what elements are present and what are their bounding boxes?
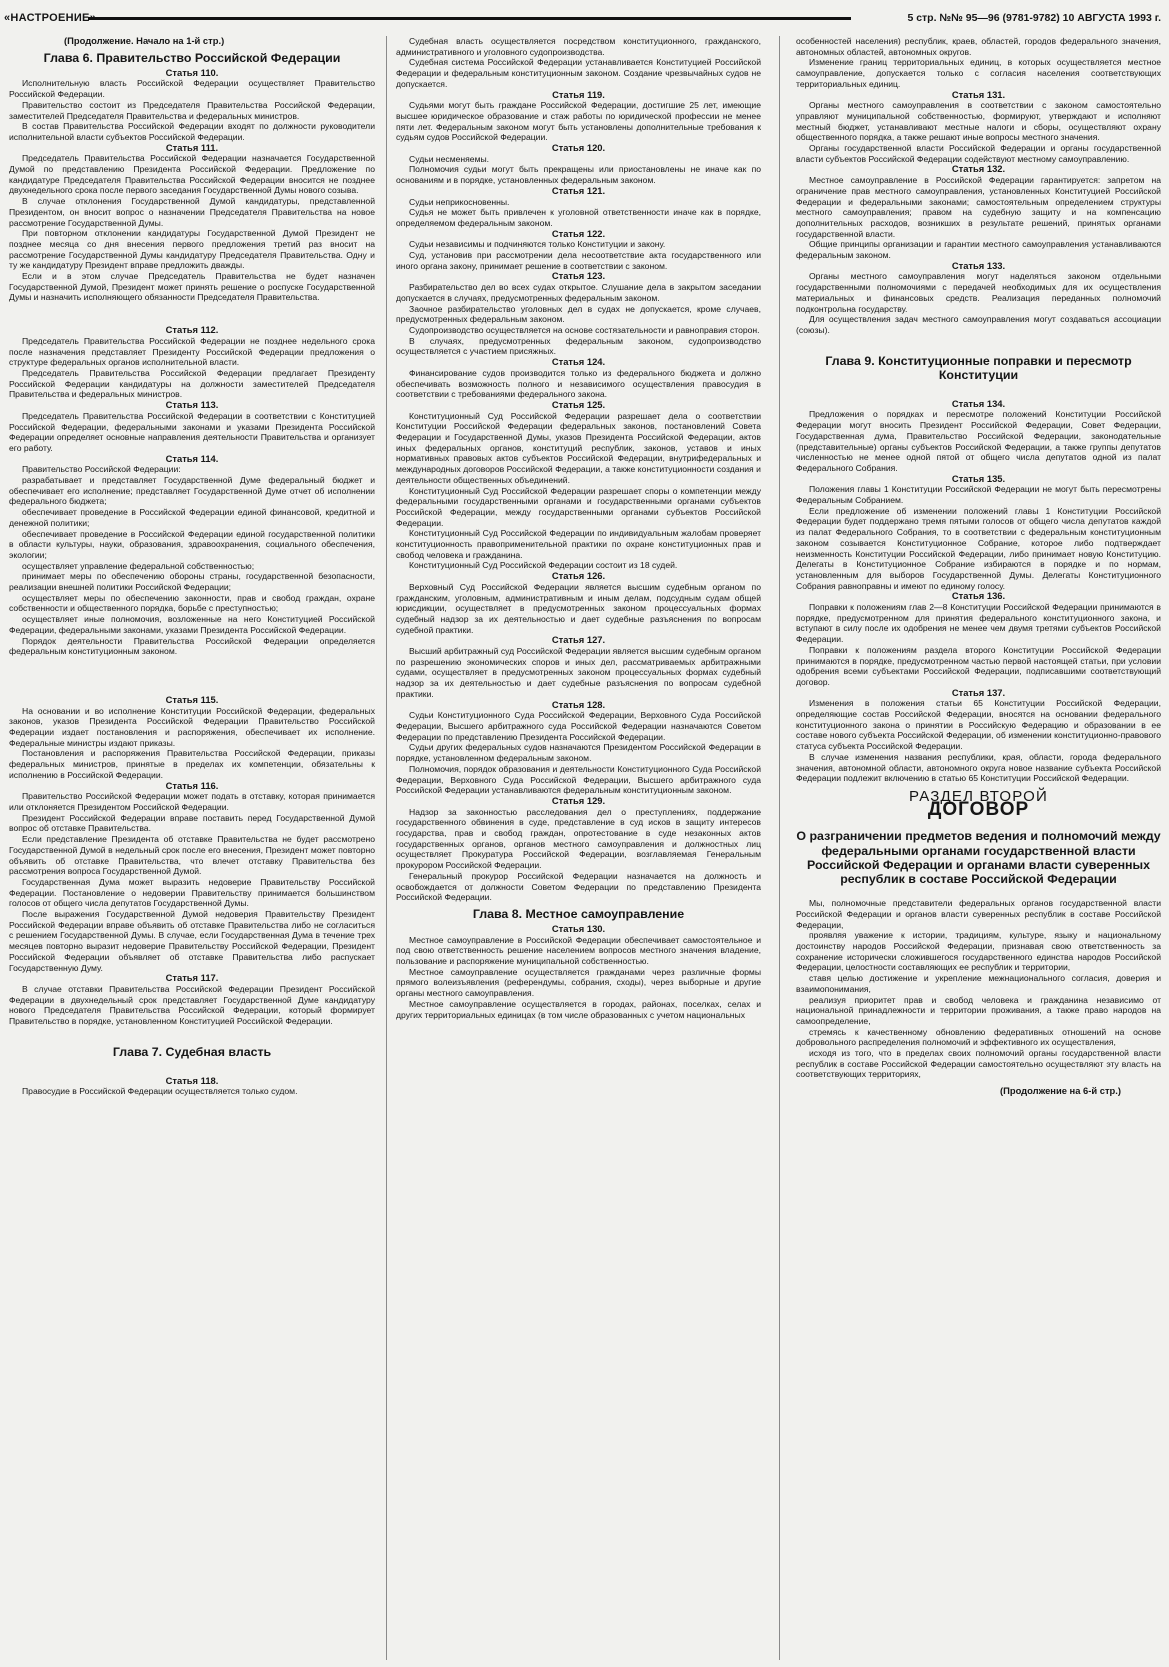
column-divider bbox=[386, 36, 387, 1660]
paragraph: Судья не может быть привлечен к уголовной ответственности иначе как в порядке, определяемом федеральным законом. bbox=[396, 207, 761, 228]
article-heading: Статья 116. bbox=[165, 779, 219, 791]
paragraph: Органы государственной власти Российской Федерации и органы государственной власти субъектов Российской Федерации содействуют местному самоуправлению. bbox=[796, 143, 1161, 164]
article-heading: Статья 112. bbox=[165, 324, 219, 336]
paragraph: В состав Правительства Российской Федерации входят по должности руководители исполнительной власти субъектов Российской Федерации. bbox=[9, 121, 375, 142]
header-rule bbox=[88, 17, 851, 20]
article-heading: Статья 122. bbox=[551, 227, 606, 239]
paragraph: В случае отставки Правительства Российской Федерации Президент Российской Федерации в двухнедельный срок представляет Государственной Думе кандидатуру нового Председателя Правительства Российской Федерации, который формирует Правительство в порядке, установленном Конституцией Российской Федерации. bbox=[9, 983, 375, 1027]
paragraph: Судопроизводство осуществляется на основе состязательности и равноправия сторон. bbox=[409, 324, 760, 335]
paragraph: Если предложение об изменении положений главы 1 Конституции Российской Федерации будет поддержано тремя пятыми голосов от общего числа депутатов каждой из палат Федерального Собрания, то в соответствии с федеральным конституционным законом созывается Конституционное Собрание, которое либо подтверждает неизменность Конституции Российской Федерации, либо принимает новую Конституцию. Делегаты в Конституционное Собрание избираются в порядке и по нормам, установленным для выборов Государственной Думы. Делегаты Конституционного Собрания равноправны и имеют по единому голосу. bbox=[796, 505, 1161, 591]
article-heading: Статья 113. bbox=[165, 399, 219, 411]
paragraph: Правительство Российской Федерации: bbox=[22, 464, 181, 475]
paragraph: Местное самоуправление осуществляется гражданами через различные формы прямого волеизъявления (референдумы, собрания, сходы), через выборные и другие органы местного самоуправления. bbox=[396, 966, 761, 999]
chapter-heading: Глава 7. Судебная власть bbox=[112, 1044, 272, 1059]
article-heading: Статья 124. bbox=[551, 356, 606, 368]
article-heading: Статья 118. bbox=[165, 1074, 219, 1086]
paragraph: стремясь к качественному обновлению федеративных отношений на основе добровольного распределения полномочий и эффективного их осуществления, bbox=[796, 1026, 1161, 1048]
article-heading: Статья 120. bbox=[551, 142, 606, 154]
paragraph: Судьи других федеральных судов назначаются Президентом Российской Федерации в порядке, установленном федеральным законом. bbox=[396, 742, 761, 764]
section-heading: РАЗДЕЛ ВТОРОЙ bbox=[909, 788, 1048, 805]
paragraph: Предложения о порядках и пересмотре положений Конституции Российской Федерации могут вносить Президент Российской Федерации, Совет Федерации, Государственная дума, Правительство Российской Федерации, законодательные (представительные) органы субъектов Российской Федерации, а также группы депутатов численностью не менее одной пятой от общего числа депутатов одной из палат Федерального Собрания. bbox=[796, 409, 1161, 473]
article-heading: Статья 136. bbox=[951, 590, 1006, 602]
paragraph: Общие принципы организации и гарантии местного самоуправления устанавливаются федеральным законом. bbox=[796, 239, 1161, 261]
paragraph: Судьи Конституционного Суда Российской Федерации, Верховного Суда Российской Федерации, Высшего арбитражного суда Российской Федерации назначаются Советом Федерации по представлению Президента Российской Федерации. bbox=[396, 710, 761, 742]
paragraph: При повторном отклонении кандидатуры Государственной Думой Президент не позднее месяца со дня внесения первого предложения третий раз вносит на рассмотрение Государственной Думы кандидатуру Председателя Правительства. Одну и ту же кандидатуру Президент вправе предложить дважды. bbox=[9, 228, 375, 271]
paragraph: обеспечивает проведение в Российской Федерации единой государственной политики в области культуры, науки, образования, здравоохранения, социального обеспечения, экологии; bbox=[9, 528, 375, 560]
paragraph: Председатель Правительства Российской Федерации назначается Государственной Думой по представлению Президента Российской Федерации. Предложение по кандидатуре Председателя Правительства Российской Федерации вносится не позднее двухнедельного срока после первого заседания Государственной Думы нового созыва. bbox=[9, 153, 375, 196]
article-heading: Статья 111. bbox=[165, 141, 219, 153]
paragraph: Председатель Правительства Российской Федерации в соответствии с Конституцией Российской Федерации, федеральными законами и указами Президента Российской Федерации определяет основные направления деятельности Правительства и организует его работу. bbox=[9, 410, 375, 453]
paragraph: Судьи несменяемы. bbox=[409, 153, 490, 164]
paragraph: Финансирование судов производится только из федерального бюджета и должно обеспечивать возможность полного и независимого осуществления правосудия в соответствии с требованиями федерального закона. bbox=[396, 367, 761, 400]
paragraph: Исполнительную власть Российской Федерации осуществляет Правительство Российской Федерации. bbox=[9, 78, 375, 100]
continued-next-note: (Продолжение на 6-й стр.) bbox=[999, 1085, 1121, 1097]
paragraph: Изменения в положения статьи 65 Конституции Российской Федерации, определяющие состав Российской Федерации, вносятся на основании федерального конституционного закона о принятии в Российскую Федерацию и образовании в ее составе нового субъекта Российской Федерации, об изменении конституционно-правового статуса субъекта Российской Федерации. bbox=[796, 698, 1161, 752]
article-heading: Статья 127. bbox=[551, 634, 606, 646]
paragraph: Правосудие в Российской Федерации осуществляется только судом. bbox=[22, 1086, 298, 1097]
paragraph: Если и в этом случае Председатель Правительства не будет назначен Государственной Думой, Президент может принять решение о роспуске Государственной Думы и назначить исполняющего обязанности Председателя Правительства. bbox=[9, 271, 375, 303]
paragraph: Конституционный Суд Российской Федерации разрешает дела о соответствии Конституции Российской Федерации федеральных законов, постановлений Совета Федерации и Государственной Думы, указов Президента Российской Федерации, актов иных федеральных органов, конституций республик, законов, уставов и иных нормативных правовых актов субъектов Российской Федерации, внутрифедеральных и международных договоров Российской Федерации, а также конституционности создания и деятельности общественных объединений. bbox=[396, 410, 761, 485]
paragraph: После выражения Государственной Думой недоверия Правительству Президент Российской Федерации вправе объявить об отставке Правительства либо не согласиться с решением Государственной Думы. В случае, если Государственная Дума в течение трех месяцев повторно выразит недоверие Правительству Российской Федерации, Президент Российской Федерации объявляет об отставке Правительства либо распускает Государственную Думу. bbox=[9, 909, 375, 973]
article-heading: Статья 131. bbox=[951, 88, 1006, 100]
column-2 bbox=[396, 36, 761, 1660]
article-heading: Статья 117. bbox=[165, 972, 219, 984]
article-heading: Статья 121. bbox=[551, 184, 606, 196]
treaty-subtitle: О разграничении предметов ведения и полномочий между федеральными органами государственной власти Российской Федерации и органами власти суверенных республик в составе Российской Федерации bbox=[796, 829, 1161, 887]
paragraph: принимает меры по обеспечению обороны страны, государственной безопасности, реализации внешней политики Российской Федерации; bbox=[9, 571, 375, 593]
paragraph: проявляя уважение к истории, традициям, культуре, языку и национальному достоинству народов Российской Федерации, признавая свою ответственность за сохранение исторически сложившегося государственного единства народов Российской Федерации, целостности составляющих ее республик и территории, bbox=[796, 930, 1161, 973]
paragraph: Мы, полномочные представители федеральных органов государственной власти Российской Федерации и органов власти суверенных республик в составе Российской Федерации, bbox=[796, 898, 1161, 930]
continued-note: (Продолжение. Начало на 1-й стр.) bbox=[64, 36, 225, 46]
column-1 bbox=[9, 36, 375, 1660]
paragraph: Государственная Дума может выразить недоверие Правительству Российской Федерации. Постановление о недоверии Правительству принимается большинством голосов от общего числа депутатов Государственной Думы. bbox=[9, 876, 375, 909]
paragraph: В случае изменения названия республики, края, области, города федерального значения, автономной области, автономного округа новое название субъекта Российской Федерации подлежит включению в статью 65 Конституции Российской Федерации. bbox=[796, 751, 1161, 784]
article-heading: Статья 125. bbox=[551, 398, 606, 410]
paragraph: ставя целью достижение и укрепление межнационального согласия, доверия и взаимопонимания, bbox=[796, 973, 1161, 994]
article-heading: Статья 128. bbox=[551, 698, 606, 710]
column-divider bbox=[779, 36, 780, 1660]
paragraph: Верховный Суд Российской Федерации является высшим судебным органом по гражданским, уголовным, административным и иным делам, подсудным судам общей юрисдикции, осуществляет в предусмотренных законом процессуальных формах судебный надзор за их деятельностью и дает судебные разъяснения по вопросам судебной практики. bbox=[396, 581, 761, 635]
paragraph: Президент Российской Федерации вправе поставить перед Государственной Думой вопрос об отставке Правительства. bbox=[9, 812, 375, 834]
paragraph: осуществляет иные полномочия, возложенные на него Конституцией Российской Федерации, федеральными законами, указами Президента Российской Федерации. bbox=[9, 614, 375, 635]
article-heading: Статья 135. bbox=[951, 472, 1006, 484]
article-heading: Статья 119. bbox=[552, 88, 605, 100]
article-heading: Статья 134. bbox=[951, 397, 1006, 409]
paragraph: Постановления и распоряжения Правительства Российской Федерации, приказы федеральных министров, принятые в пределах их компетенции, обязательны к исполнению в Российской Федерации. bbox=[9, 748, 375, 780]
chapter-heading: Глава 8. Местное самоуправление bbox=[472, 906, 685, 921]
chapter-heading: Глава 6. Правительство Российской Федерации bbox=[43, 50, 341, 65]
newspaper-name: «НАСТРОЕНИЕ» bbox=[4, 12, 97, 24]
paragraph: особенностей населения) республик, краев, областей, городов федерального значения, автономных областей, автономных округов. bbox=[796, 36, 1161, 57]
article-heading: Статья 115. bbox=[165, 693, 219, 705]
paragraph: Высший арбитражный суд Российской Федерации является высшим судебным органом по разрешению экономических споров и иных дел, рассматриваемых арбитражными судами, осуществляет в предусмотренных законом процессуальных формах судебный надзор за их деятельностью и дает судебные разъяснения по вопросам судебной практики. bbox=[396, 646, 761, 699]
paragraph: В случаях, предусмотренных федеральным законом, судопроизводство осуществляется с участием присяжных. bbox=[396, 335, 761, 357]
newspaper-header bbox=[4, 10, 1161, 32]
paragraph: Правительство Российской Федерации может подать в отставку, которая принимается или отклоняется Президентом Российской Федерации. bbox=[9, 791, 375, 812]
paragraph: Полномочия судьи могут быть прекращены или приостановлены не иначе как по основаниям и в порядке, установленных федеральным законом. bbox=[396, 164, 761, 186]
column-3 bbox=[796, 36, 1161, 1660]
paragraph: Конституционный Суд Российской Федерации состоит из 18 судей. bbox=[409, 560, 678, 571]
paragraph: Председатель Правительства Российской Федерации предлагает Президенту Российской Федерации кандидатуры на должности заместителей Председателя Правительства и федеральных министров. bbox=[9, 367, 375, 400]
paragraph: реализуя приоритет прав и свобод человека и гражданина независимо от национальной принадлежности и территории проживания, а также право народов на самоопределение, bbox=[796, 994, 1161, 1026]
article-heading: Статья 114. bbox=[165, 452, 219, 464]
paragraph: Порядок деятельности Правительства Российской Федерации определяется федеральным конституционным законом. bbox=[9, 635, 375, 657]
paragraph: Надзор за законностью расследования дел о преступлениях, поддержание государственного обвинения в суде, представление в суд исков в защиту интересов государства, прав и свобод граждан, опротестование в суде незаконных актов государственных органов, органов местного самоуправления и должностных лиц осуществляет Прокуратура Российской Федерации, возглавляемая Генеральным прокурором Российской Федерации. bbox=[396, 806, 761, 871]
article-heading: Статья 133. bbox=[951, 259, 1006, 271]
article-heading: Статья 110. bbox=[165, 66, 219, 78]
paragraph: разрабатывает и представляет Государственной Думе федеральный бюджет и обеспечивает его исполнение; представляет Государственной Думе отчет об исполнении федерального бюджета; bbox=[9, 475, 375, 507]
paragraph: Полномочия, порядок образования и деятельности Конституционного Суда Российской Федерации, Верховного Суда Российской Федерации, Высшего арбитражного суда Российской Федерации устанавливаются федеральным конституционным законом. bbox=[396, 763, 761, 796]
paragraph: Председатель Правительства Российской Федерации не позднее недельного срока после назначения представляет Президенту Российской Федерации предложения о структуре федеральных органов исполнительной власти. bbox=[9, 335, 375, 368]
paragraph: Заочное разбирательство уголовных дел в судах не допускается, кроме случаев, предусмотренных федеральным законом. bbox=[396, 303, 761, 325]
paragraph: Разбирательство дел во всех судах открытое. Слушание дела в закрытом заседании допускается в случаях, предусмотренных федеральным законом. bbox=[396, 282, 761, 303]
chapter-heading: Глава 9. Конституционные поправки и пересмотр Конституции bbox=[825, 353, 1132, 382]
treaty-title: ДОГОВОР bbox=[927, 798, 1030, 820]
paragraph: В случае отклонения Государственной Думой кандидатуры, представленной Президентом, он вносит вопрос о назначении Председателя Правительства на новое рассмотрение Государственной Думы. bbox=[9, 196, 375, 228]
paragraph: Поправки к положениям глав 2—8 Конституции Российской Федерации принимаются в порядке, предусмотренном для принятия федерального конституционного закона, и вступают в силу после их одобрения не менее чем двумя третями субъектов Российской Федерации. bbox=[796, 602, 1161, 645]
paragraph: Суд, установив при рассмотрении дела несоответствие акта государственного или иного органа закону, принимает решение в соответствии с законом. bbox=[396, 250, 761, 271]
paragraph: осуществляет управление федеральной собственностью; bbox=[22, 560, 255, 571]
paragraph: Местное самоуправление в Российской Федерации обеспечивает самостоятельное и под свою ответственность решение населением вопросов местного значения владение, пользование и распоряжение муниципальной собственностью. bbox=[396, 934, 761, 967]
paragraph: Генеральный прокурор Российской Федерации назначается на должность и освобождается от должности Советом Федерации по представлению Президента Российской Федерации. bbox=[396, 870, 761, 903]
paragraph: Конституционный Суд Российской Федерации разрешает споры о компетенции между федеральными государственными органами и государственными органами субъектов Российской Федерации, между государственными органами субъектов Российской Федерации. bbox=[396, 485, 761, 528]
article-heading: Статья 126. bbox=[551, 570, 606, 582]
paragraph: Органы местного самоуправления в соответствии с законом самостоятельно управляют муниципальной собственностью, формируют, утверждают и исполняют местный бюджет, устанавливают местные налоги и сборы, осуществляют охрану общественного порядка, а также решают иные вопросы местного значения. bbox=[796, 100, 1161, 143]
article-heading: Статья 132. bbox=[951, 163, 1006, 175]
paragraph: Судьи неприкосновенны. bbox=[409, 196, 510, 207]
paragraph: Для осуществления задач местного самоуправления могут создаваться ассоциации (союзы). bbox=[796, 314, 1161, 335]
paragraph: На основании и во исполнение Конституции Российской Федерации, федеральных законов, указов Президента Российской Федерации Правительство Российской Федерации издает постановления и распоряжения, обеспечивает их исполнение. Федеральные министры издают приказы. bbox=[9, 705, 375, 748]
paragraph: Поправки к положениям раздела второго Конституции Российской Федерации принимаются в порядке, предусмотренном частью первой настоящей статьи, при условии одобрения всеми субъектами Российской Федерации, подписавшими соответствующий договор. bbox=[796, 644, 1161, 687]
paragraph: Судебная система Российской Федерации устанавливается Конституцией Российской Федерации и федеральным конституционным законом. Создание чрезвычайных судов не допускается. bbox=[396, 57, 761, 89]
paragraph: Судьи независимы и подчиняются только Конституции и закону. bbox=[409, 239, 666, 250]
issue-info: 5 стр. №№ 95—96 (9781-9782) 10 АВГУСТА 1993 г. bbox=[907, 12, 1161, 24]
article-heading: Статья 123. bbox=[551, 270, 606, 282]
article-heading: Статья 129. bbox=[551, 794, 606, 806]
paragraph: Правительство состоит из Председателя Правительства Российской Федерации, заместителей Председателя Правительства и федеральных министров. bbox=[9, 99, 375, 121]
paragraph: Если представление Президента об отставке Правительства не будет рассмотрено Государственной Думой в недельный срок после его внесения, Президент может повторно объявить об отставке Правительства, что влечет отставку Правительства без рассмотрения вопроса Государственной Думой. bbox=[9, 834, 375, 877]
paragraph: Изменение границ территориальных единиц, в которых осуществляется местное самоуправление, допускается только с согласия населения соответствующих территориальных единиц. bbox=[796, 57, 1161, 89]
paragraph: исходя из того, что в пределах своих полномочий органы государственной власти республик в составе Российской Федерации самостоятельно осуществляют эту власть на соответствующих территориях, bbox=[796, 1048, 1161, 1080]
paragraph: Судьями могут быть граждане Российской Федерации, достигшие 25 лет, имеющие высшее юридическое образование и стаж работы по юридической профессии не менее пяти лет. Федеральным законом могут быть установлены дополнительные требования к судьям судов Российской Федерации. bbox=[396, 100, 761, 143]
paragraph: Положения главы 1 Конституции Российской Федерации не могут быть пересмотрены Федеральным Собранием. bbox=[796, 484, 1161, 506]
article-heading: Статья 137. bbox=[951, 686, 1006, 698]
paragraph: осуществляет меры по обеспечению законности, прав и свобод граждан, охране собственности и общественного порядка, борьбе с преступностью; bbox=[9, 592, 375, 614]
paragraph: Конституционный Суд Российской Федерации по индивидуальным жалобам проверяет конституционность правоприменительной практики по охране конституционных прав и свобод человека и гражданина. bbox=[396, 528, 761, 560]
paragraph: Местное самоуправление в Российской Федерации гарантируется: запретом на ограничение прав местного самоуправления, установленных Конституцией Российской Федерации и федеральными законами; самостоятельным определением структуры местного самоуправления; правом на судебную защиту и на компенсацию дополнительных расходов, возникших в результате решений, принятых органами государственной власти. bbox=[796, 175, 1161, 239]
paragraph: Местное самоуправление осуществляется в городах, районах, поселках, селах и других территориальных единицах (в том числе образованных с учетом национальных bbox=[396, 998, 761, 1020]
paragraph: обеспечивает проведение в Российской Федерации единой финансовой, кредитной и денежной политики; bbox=[9, 507, 375, 528]
article-heading: Статья 130. bbox=[551, 922, 606, 934]
paragraph: Органы местного самоуправления могут наделяться законом отдельными государственными полномочиями с передачей необходимых для их осуществления материальных и финансовых средств. Реализация переданных полномочий подконтрольна государству. bbox=[796, 271, 1161, 314]
paragraph: Судебная власть осуществляется посредством конституционного, гражданского, административного и уголовного судопроизводства. bbox=[396, 36, 761, 57]
